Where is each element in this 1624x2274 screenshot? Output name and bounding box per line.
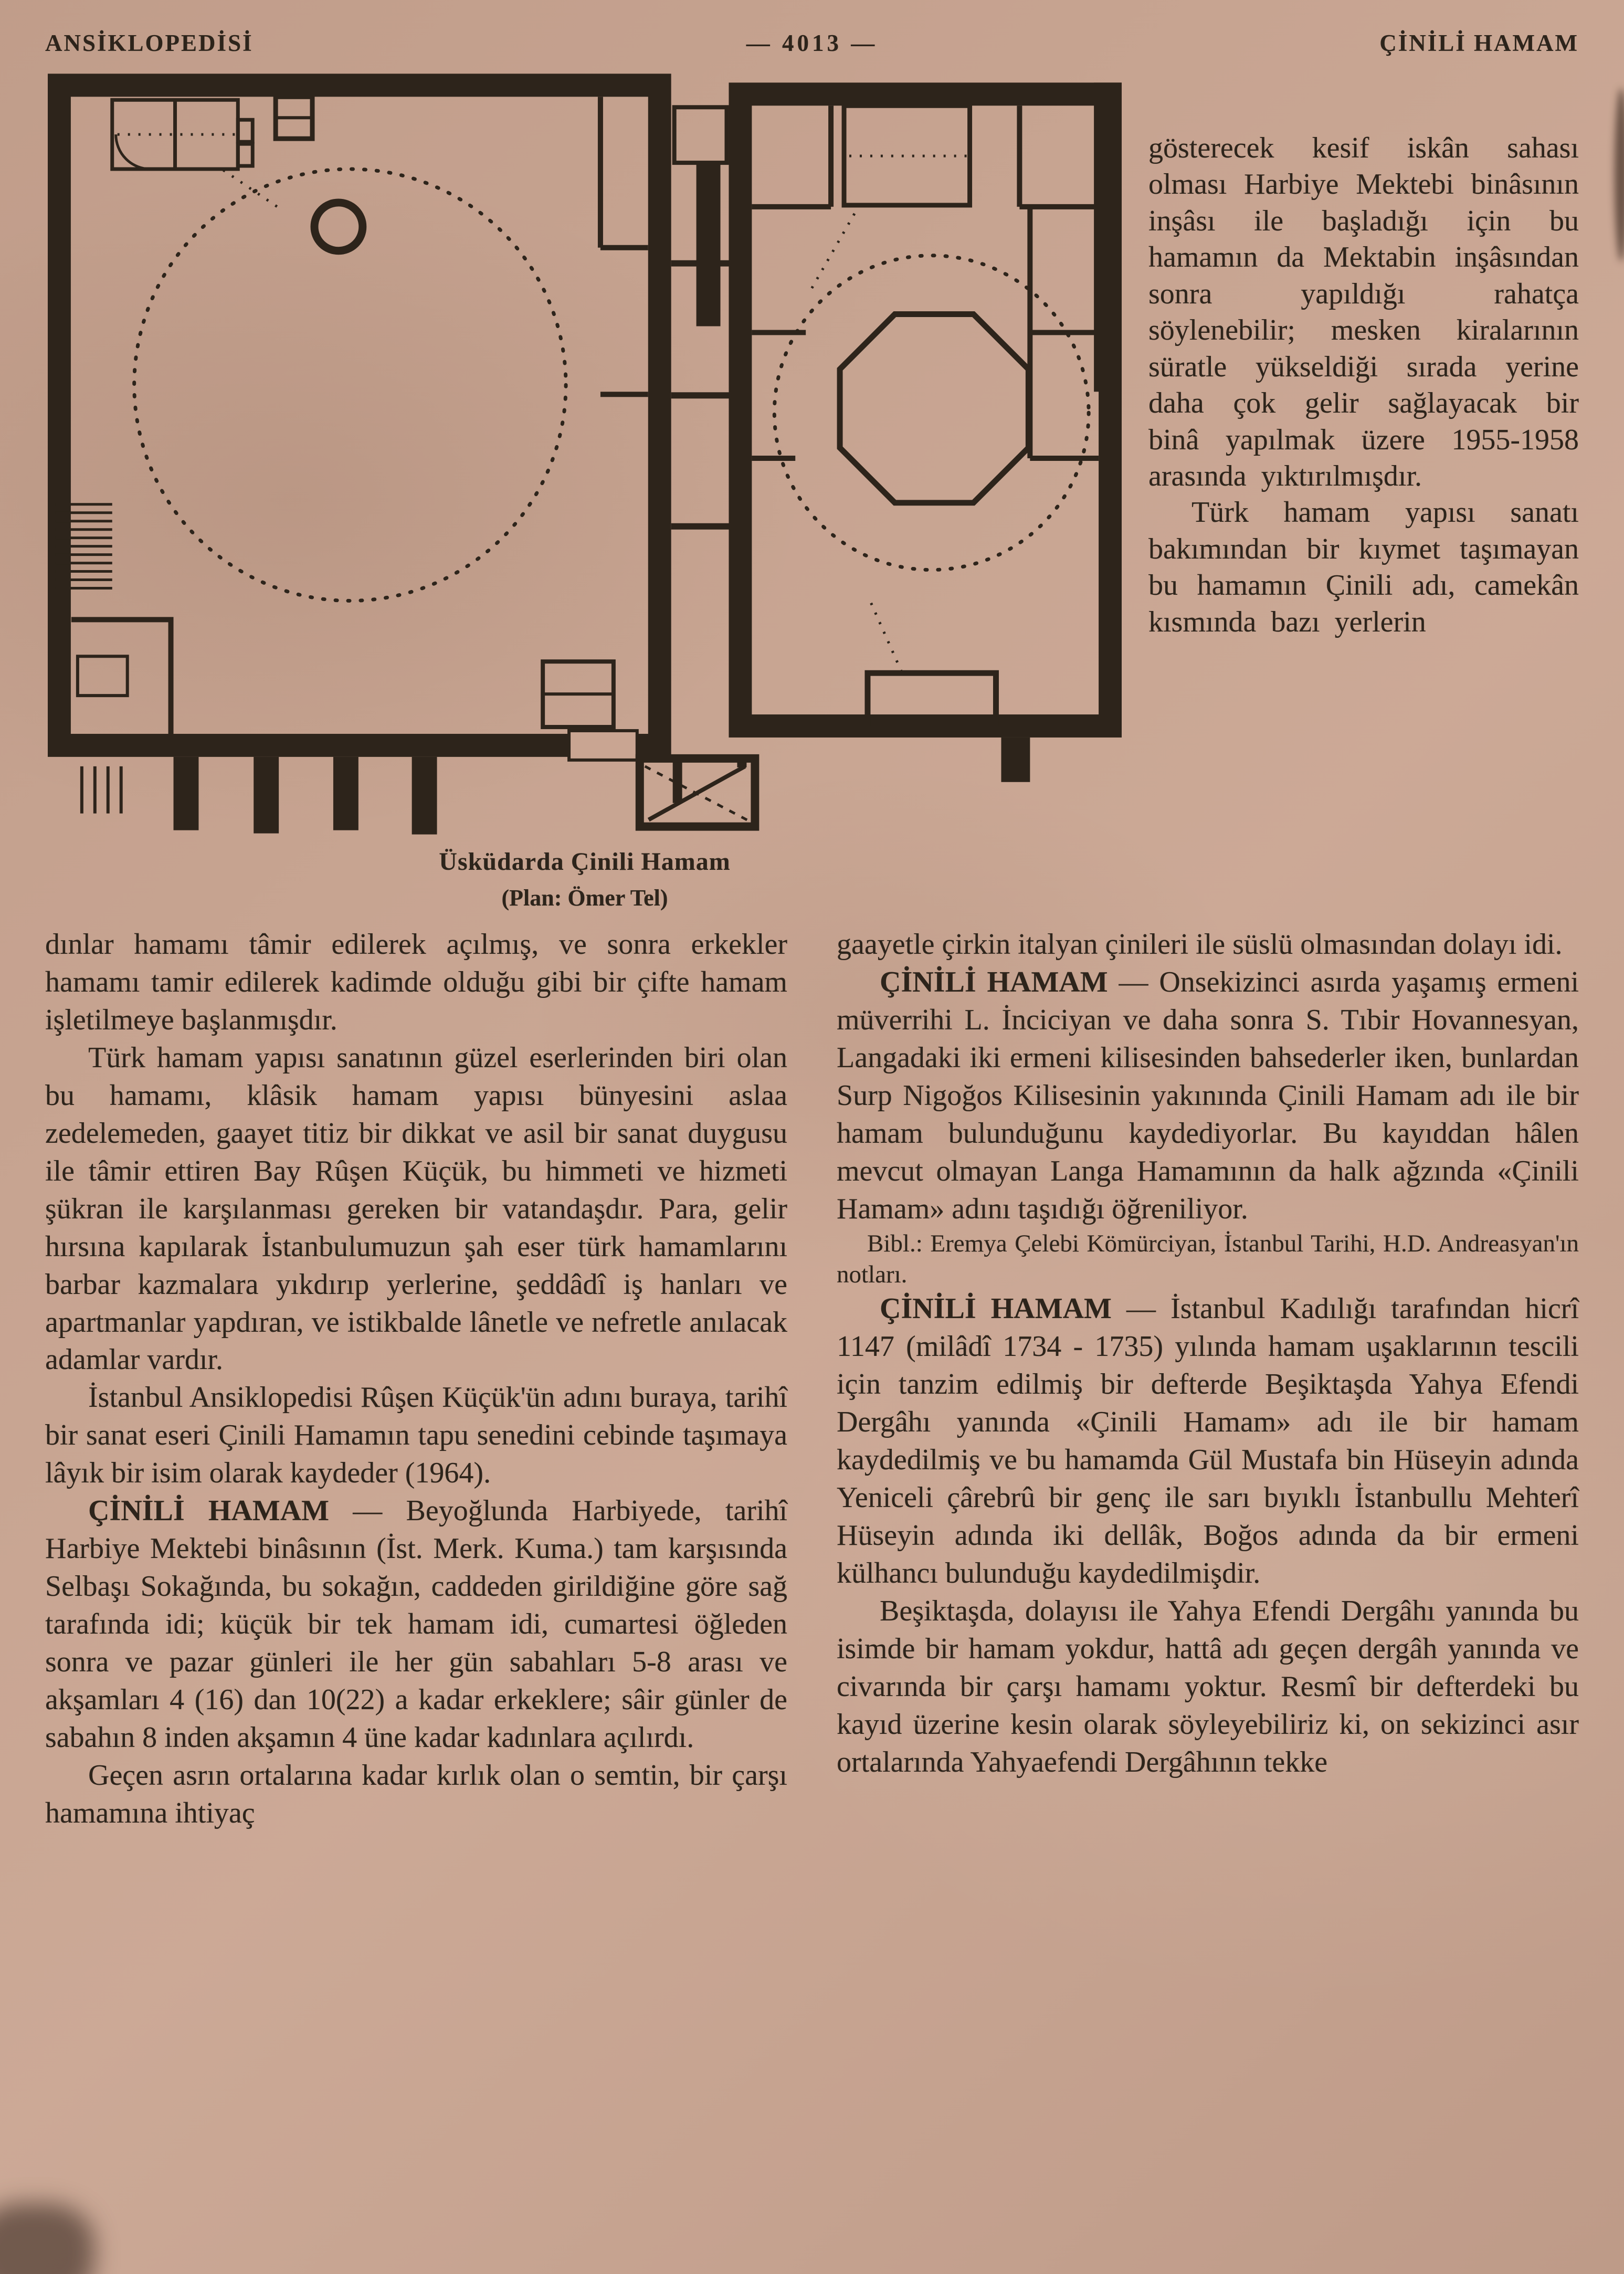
body-paragraph: dınlar hamamı tâmir edilerek açılmış, ve sonra erkekler hamamı tamir edilerek kadimde olduğu gibi bir çifte hamam işletilmeye başlanmışdır. (45, 928, 787, 1036)
right-bath-plan (740, 82, 1122, 782)
body-columns (45, 926, 1579, 1833)
entry-heading: ÇİNİLİ HAMAM (88, 1494, 330, 1528)
entry-text: — İstanbul Kadılığı tarafından hicrî 1147 (milâdî 1734 - 1735) yılında hamam uşaklarının tescili için tanzim edilmiş bir defterde Beşiktaşda Yahya Efendi Dergâhı yanında «Çinili Hamam» adı ile bir hamam kaydedilmiş ve bu hamamda Gül Mustafa bin Hüseyin adında Yeniceli çârebrû bir genç ile sarı bıyıklı İstanbullu Mehterî Hüseyin adında iki dellâk, Boğos adında da bir ermeni külhancı bulunduğu kaydedilmişdir. (837, 1292, 1579, 1589)
entry-heading: ÇİNİLİ HAMAM (880, 965, 1108, 998)
body-paragraph: gaayetle çirkin italyan çinileri ile süslü olmasından dolayı idi. (837, 928, 1563, 961)
octagonal-hall (840, 314, 1028, 503)
entry-paragraph (837, 964, 1579, 1228)
entry-paragraph (837, 1290, 1579, 1593)
body-paragraph: Türk hamam yapısı sanatı bakımından bir kıymet taşımayan bu hamamın Çinili adı, camekân kısmında bazı yerlerin (1148, 496, 1579, 638)
left-dome-circle (134, 169, 566, 601)
page-header (45, 29, 1579, 57)
entry-text: — Onsekizinci asırda yaşamış ermeni müverrihi L. İnciciyan ve daha sonra S. Tıbir Hovannesyan, Langadaki iki ermeni kilisesinden bahsederler iken, bunlardan Surp Nigoğos Kilisesinin yakınında Çinili Hamam adı ile bir hamam bulunduğunu kaydediyorlar. Bu kayıddan hâlen mevcut olmayan Langa Hamamının da halk ağzında «Çinili Hamam» adını taşıdığı öğreniliyor. (837, 965, 1579, 1225)
left-bath-plan (56, 85, 660, 760)
corridor-plan (671, 107, 730, 526)
tick-marks (82, 766, 121, 814)
body-paragraph: Beşiktaşda, dolayısı ile Yahya Efendi Dergâhı yanında bu isimde bir hamam yokdur, hattâ adı geçen dergâh yanında ve civarında bir çarşı hamamı yoktur. Resmî bir defterdeki bu kayıd üzerine kesin olarak söyleyebiliriz ki, on sekizinci asır ortalarında Yahyaefendi Dergâhının tekke (837, 1594, 1579, 1778)
left-column (45, 926, 787, 1833)
plan-caption-credit: (Plan: Ömer Tel) (501, 885, 668, 911)
scan-artifact (0, 2203, 94, 2274)
entry-heading: ÇİNİLİ HAMAM (880, 1292, 1112, 1325)
body-paragraph: gösterecek kesif iskân sahası olması Harbiye Mektebi binâsının inşâsı ile başladığı için bu hamamın da Mektabin inşâsından sonra yapıldığı rahatça söylenebilir; mesken kiralarının süratle yükseldiği sırada yerine daha çok gelir sağlayacak bir binâ yapılmak üzere 1955-1958 arasında yıktırılmışdır. (1148, 132, 1579, 492)
plan-caption-title: Üsküdarda Çinili Hamam (439, 848, 731, 876)
bibliography-paragraph: Bibl.: Eremya Çelebi Kömürciyan, İstanbul Tarihi, H.D. Andreasyan'ın notları. (837, 1229, 1579, 1288)
scan-artifact (1615, 88, 1624, 261)
page-number: — 4013 — (746, 30, 878, 56)
floor-plan-drawing (45, 69, 1124, 835)
floor-plan-figure (45, 69, 1124, 911)
service-annex-plan (82, 757, 755, 835)
running-head-right: ÇİNİLİ HAMAM (1379, 30, 1579, 56)
body-paragraph: Geçen asrın ortalarına kadar kırlık olan o semtin, bir çarşı hamamına ihtiyaç (45, 1759, 787, 1829)
small-circle (314, 203, 363, 251)
body-paragraph: İstanbul Ansiklopedisi Rûşen Küçük'ün adını buraya, tarihî bir sanat eseri Çinili Hamamın tapu senedini cebinde taşımaya lâyık bir isim olarak kaydeder (1964). (45, 1381, 787, 1490)
running-head-left: ANSİKLOPEDİSİ (45, 30, 254, 56)
right-dome-circle (774, 256, 1089, 570)
entry-text: — Beyoğlunda Harbiyede, tarihî Harbiye Mektebi binâsının (İst. Merk. Kuma.) tam karşısında Selbaşı Sokağında, bu sokağın, caddeden girildiğine göre sağ tarafında idi; küçük bir tek hamam idi, cumartesi öğleden sonra ve pazar günleri ile her gün sabahları 5-8 arası ve akşamları 4 (16) dan 10(22) a kadar erkeklere; sâir günler de sabahın 8 inden akşamın 4 üne kadar kadınlara açılırdı. (45, 1494, 788, 1754)
right-column (837, 926, 1579, 1833)
body-paragraph: Türk hamam yapısı sanatının güzel eserlerinden biri olan bu hamamı, klâsik hamam yapısı bünyesini aslaa zedelemeden, gaayet titiz bir dikkat ve asil bir sanat duygusu ile tâmir ettiren Bay Rûşen Küçük, bu himmeti ve hizmeti şükran ile karşılanması gereken bir vatandaşdır. Para, gelir hırsına kapılarak İstanbulumuzun şah eser türk hamamlarını barbar kazmalara yıkdırıp yerlerine, şeddâdî iş hanları ve apartmanlar yapdıran, ve istikbalde lânetle ve nefretle anılacak adamlar vardır. (45, 1041, 787, 1376)
plan-caption (45, 847, 1124, 911)
side-column (1148, 69, 1579, 911)
entry-paragraph (45, 1492, 787, 1757)
top-section (45, 69, 1579, 911)
